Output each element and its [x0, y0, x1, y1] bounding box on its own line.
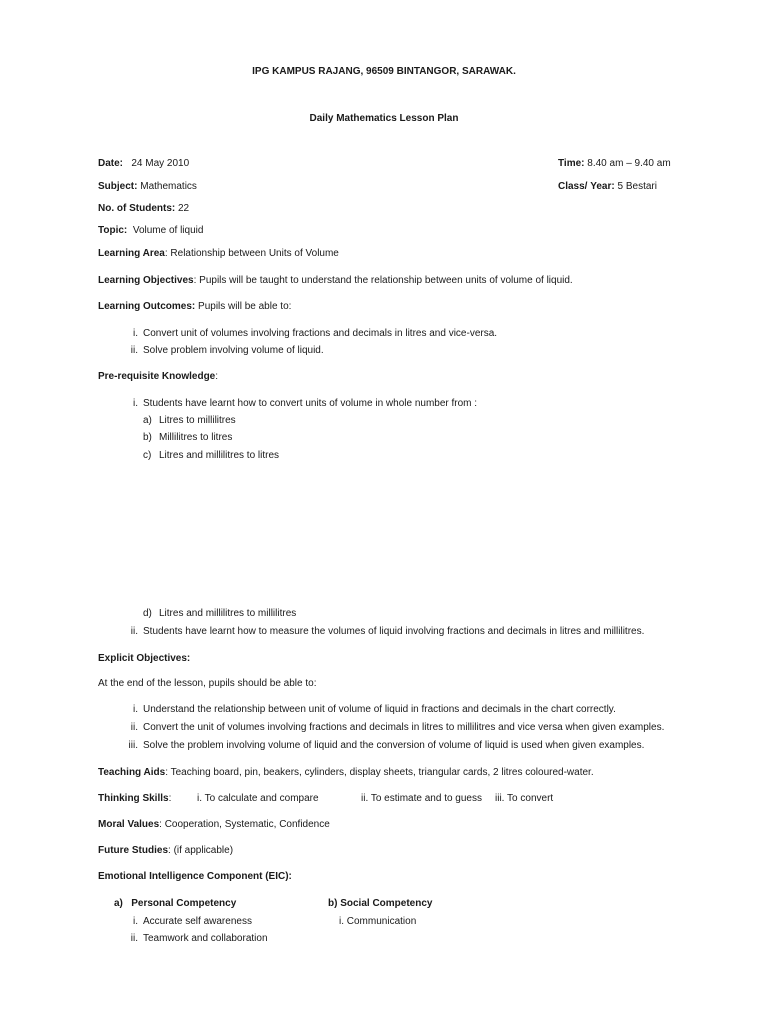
prereq-item [124, 398, 477, 410]
students-row [98, 203, 189, 215]
learning-area-label: Learning Area [98, 248, 165, 259]
competency-number: ii. [130, 933, 138, 944]
explicit-text: Solve the problem involving volume of liquid and the conversion of volume of liquid is used when given examples. [143, 740, 645, 751]
learning-area-value: : Relationship between Units of Volume [164, 248, 339, 259]
topic-label: Topic: [98, 225, 128, 236]
students-label: No. of Students: [98, 203, 176, 214]
topic-value: Volume of liquid [132, 225, 204, 236]
prereq-subitem [143, 450, 279, 462]
subitem-text: Millilitres to litres [159, 432, 233, 443]
outcome-text: Solve problem involving volume of liquid. [143, 345, 324, 356]
subitem-text: Litres and millilitres to millilitres [159, 608, 297, 619]
personal-competency-heading: a) Personal Competency [114, 898, 237, 909]
thinking-skills-label: Thinking Skills [98, 793, 169, 804]
prereq-colon: : [215, 371, 219, 382]
subitem-letter: d) [143, 608, 152, 619]
explicit-number: ii. [130, 722, 138, 733]
date-value: 24 May 2010 [131, 158, 190, 169]
learning-objectives-label: Learning Objectives [98, 275, 194, 286]
learning-objectives-text: : Pupils will be taught to understand the relationship between units of volume of liquid. [193, 275, 573, 286]
future-studies-label: Future Studies [98, 845, 169, 856]
teaching-aids-label: Teaching Aids [98, 767, 166, 778]
prereq-item [124, 626, 644, 638]
subitem-letter: c) [143, 450, 152, 461]
subitem-text: Litres and millilitres to litres [159, 450, 280, 461]
thinking-skill-item: i. To calculate and compare [197, 793, 319, 804]
teaching-aids-row [98, 767, 594, 779]
date-row [98, 158, 189, 170]
eic-label: Emotional Intelligence Component (EIC): [98, 871, 292, 882]
prereq-subitem [143, 608, 296, 620]
explicit-text: Understand the relationship between unit of volume of liquid in fractions and decimals in the chart correctly. [143, 704, 616, 715]
future-studies-text: : (if applicable) [168, 845, 234, 856]
institution-header: IPG KAMPUS RAJANG, 96509 BINTANGOR, SARAWAK. [252, 66, 516, 77]
outcome-item [124, 328, 497, 340]
date-label: Date: [98, 158, 124, 169]
outcome-item [124, 345, 324, 357]
subitem-text: Litres to millilitres [159, 415, 236, 426]
personal-competency-item [124, 933, 268, 945]
subitem-letter: b) [143, 432, 152, 443]
competency-text: Teamwork and collaboration [143, 933, 268, 944]
year-label: Year: [590, 181, 615, 192]
prereq-subitem [143, 432, 232, 444]
social-competency-item: i. Communication [339, 916, 417, 927]
explicit-text: Convert the unit of volumes involving fractions and decimals in litres to millilitres and vice versa when given examples. [143, 722, 665, 733]
prereq-subitem [143, 415, 236, 427]
prereq-label: Pre-requisite Knowledge [98, 371, 216, 382]
explicit-item [124, 722, 664, 734]
time-value: 8.40 am – 9.40 am [587, 158, 671, 169]
subject-row [98, 181, 197, 193]
prereq-text: Students have learnt how to convert units of volume in whole number from : [143, 398, 478, 409]
thinking-skills-colon: : [168, 793, 172, 804]
prereq-number: i. [133, 398, 138, 409]
class-value: 5 Bestari [617, 181, 657, 192]
prereq-row [98, 371, 218, 383]
moral-values-text: : Cooperation, Systematic, Confidence [159, 819, 330, 830]
subject-label: Subject: [98, 181, 138, 192]
competency-number: i. [133, 916, 138, 927]
class-row [558, 181, 657, 193]
learning-outcomes-text: Pupils will be able to: [198, 301, 292, 312]
explicit-item [124, 704, 616, 716]
learning-outcomes-row [98, 301, 291, 313]
thinking-skill-item: ii. To estimate and to guess [361, 793, 482, 804]
topic-row [98, 225, 203, 237]
explicit-intro: At the end of the lesson, pupils should be able to: [98, 678, 317, 689]
moral-values-row [98, 819, 330, 831]
future-studies-row [98, 845, 233, 857]
social-competency-heading: b) Social Competency [328, 898, 433, 909]
time-label: Time: [558, 158, 585, 169]
learning-outcomes-label: Learning Outcomes: [98, 301, 196, 312]
explicit-number: i. [133, 704, 138, 715]
learning-objectives-row [98, 275, 573, 287]
subitem-letter: a) [143, 415, 152, 426]
outcome-text: Convert unit of volumes involving fractions and decimals in litres and vice-versa. [143, 328, 498, 339]
personal-competency-item [124, 916, 252, 928]
prereq-number: ii. [130, 626, 138, 637]
prereq-text: Students have learnt how to measure the volumes of liquid involving fractions and decimals in litres and millilitres. [143, 626, 645, 637]
explicit-number: iii. [128, 740, 138, 751]
teaching-aids-text: : Teaching board, pin, beakers, cylinders, display sheets, triangular cards, 2 litres coloured-water. [165, 767, 594, 778]
students-value: 22 [178, 203, 190, 214]
explicit-item [124, 740, 644, 752]
time-row [558, 158, 671, 170]
thinking-skills-row [98, 793, 171, 805]
subject-value: Mathematics [140, 181, 197, 192]
learning-area-row [98, 248, 339, 260]
explicit-objectives-label: Explicit Objectives: [98, 653, 191, 664]
thinking-skill-item: iii. To convert [495, 793, 554, 804]
outcome-number: i. [133, 328, 138, 339]
outcome-number: ii. [130, 345, 138, 356]
moral-values-label: Moral Values [98, 819, 160, 830]
page-title: Daily Mathematics Lesson Plan [309, 113, 459, 124]
class-label: Class/ [558, 181, 588, 192]
competency-text: Accurate self awareness [143, 916, 252, 927]
